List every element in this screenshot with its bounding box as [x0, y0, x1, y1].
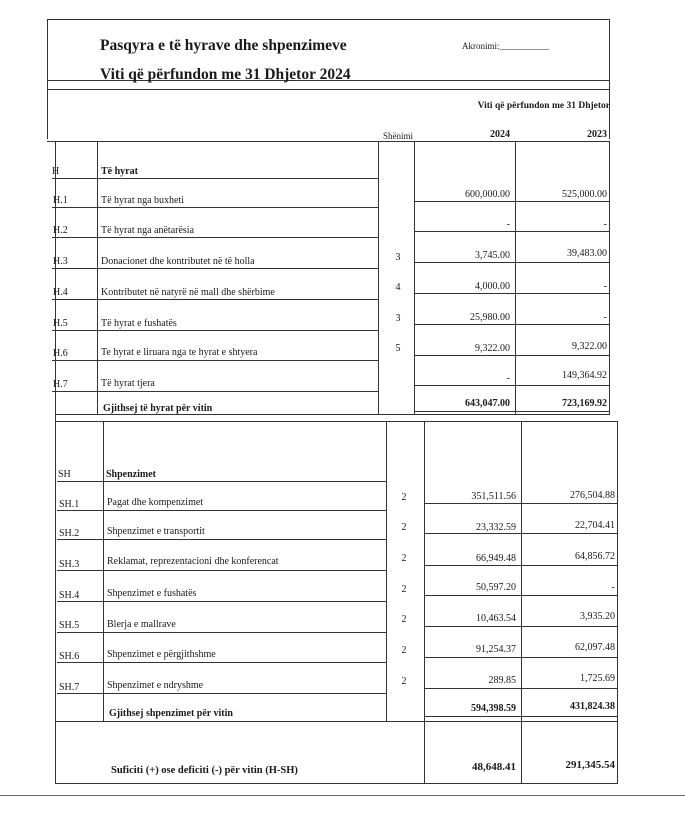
row-value-2024: 25,980.00: [470, 312, 510, 323]
row-value-2024: -: [506, 219, 510, 230]
row-note: 5: [395, 343, 401, 354]
value-column-divider-income: [515, 141, 516, 414]
income-total-2023: 723,169.92: [562, 398, 607, 409]
value-rule: [414, 385, 610, 386]
value-rule: [414, 324, 610, 325]
expenses-total-2023: 431,824.38: [570, 701, 615, 712]
row-rule: [57, 632, 386, 633]
row-value-2023: 149,364.92: [562, 370, 607, 381]
value-rule: [424, 533, 617, 534]
row-label: Te hyrat e liruara nga te hyrat e shtyera: [101, 347, 258, 358]
row-code: SH.3: [59, 559, 80, 570]
row-code: H.5: [53, 318, 68, 329]
row-label: Të hyrat e fushatës: [101, 318, 177, 329]
value-rule: [414, 231, 610, 232]
row-value-2023: 276,504.88: [570, 490, 615, 501]
row-rule: [57, 693, 386, 694]
row-code: H.3: [53, 256, 68, 267]
row-value-2024: 66,949.48: [476, 553, 516, 564]
value-rule: [414, 201, 610, 202]
row-note: 4: [395, 282, 401, 293]
row-value-2023: 22,704.41: [575, 520, 615, 531]
note-column-divider-expenses: [424, 421, 425, 784]
value-rule: [414, 355, 610, 356]
row-code: H.4: [53, 287, 68, 298]
row-label: Kontributet në natyrë në mall dhe shërbime: [101, 287, 275, 298]
row-value-2023: 1,725.69: [580, 673, 615, 684]
surplus-deficit-label: Suficiti (+) ose deficiti (-) për vitin (H-SH): [111, 765, 298, 776]
page-footer-rule: [0, 795, 685, 796]
income-code: H: [52, 166, 60, 177]
row-note: 2: [401, 676, 407, 687]
value-rule: [424, 626, 617, 627]
column-header-bottom-border: [47, 141, 610, 142]
row-rule: [52, 391, 378, 392]
code-column-divider-income: [97, 141, 98, 414]
value-rule: [414, 293, 610, 294]
expenses-heading: Shpenzimet: [106, 469, 156, 480]
row-code: H.7: [53, 379, 68, 390]
income-total-rule: [414, 411, 610, 412]
row-value-2024: 3,745.00: [475, 250, 510, 261]
table-right-border-expenses: [617, 421, 618, 784]
row-note: 2: [401, 522, 407, 533]
row-value-2023: -: [603, 219, 607, 230]
row-code: SH.7: [59, 682, 80, 693]
expenses-section-top-border: [55, 421, 618, 422]
row-rule: [57, 481, 386, 482]
row-value-2024: 289.85: [488, 675, 516, 686]
row-label: Të hyrat tjera: [101, 378, 155, 389]
note-column-header: Shënimi: [382, 131, 413, 141]
row-value-2023: -: [603, 281, 607, 292]
income-section-bottom-border: [55, 414, 610, 415]
row-rule: [52, 237, 378, 238]
note-column-divider-income: [414, 141, 415, 414]
code-column-divider-expenses: [103, 421, 104, 721]
column-header-top-border: [47, 89, 610, 90]
expenses-code: SH: [58, 469, 71, 480]
value-rule: [424, 595, 617, 596]
row-rule: [52, 299, 378, 300]
row-rule: [57, 601, 386, 602]
row-code: SH.5: [59, 620, 80, 631]
value-rule: [424, 657, 617, 658]
label-column-divider-income: [378, 141, 379, 414]
row-code: SH.4: [59, 590, 80, 601]
row-value-2024: 600,000.00: [465, 189, 510, 200]
statement-title: Pasqyra e të hyrave dhe shpenzimeve: [100, 37, 347, 54]
row-value-2023: -: [611, 582, 615, 593]
row-note: 2: [401, 584, 407, 595]
year-2023-header: 2023: [587, 129, 607, 140]
value-rule: [424, 688, 617, 689]
expenses-total-2024: 594,398.59: [471, 703, 516, 714]
surplus-deficit-2024: 48,648.41: [472, 761, 516, 773]
row-value-2023: 3,935.20: [580, 611, 615, 622]
expenses-total-rule: [424, 716, 617, 717]
label-column-divider-expenses: [386, 421, 387, 721]
row-rule: [57, 510, 386, 511]
income-total-label: Gjithsej të hyrat për vitin: [103, 403, 213, 414]
row-value-2023: 62,097.48: [575, 642, 615, 653]
row-value-2024: 9,322.00: [475, 343, 510, 354]
row-label: Reklamat, reprezentacioni dhe konferencat: [107, 556, 279, 567]
row-rule: [57, 570, 386, 571]
row-value-2024: 4,000.00: [475, 281, 510, 292]
row-rule: [52, 207, 378, 208]
row-label: Pagat dhe kompenzimet: [107, 497, 204, 508]
value-rule: [424, 565, 617, 566]
income-heading: Të hyrat: [101, 166, 138, 177]
year-2024-header: 2024: [490, 129, 510, 140]
row-value-2024: 50,597.20: [476, 582, 516, 593]
row-value-2023: -: [603, 312, 607, 323]
row-rule: [52, 360, 378, 361]
table-bottom-border: [55, 783, 618, 784]
row-rule: [52, 178, 378, 179]
row-note: 3: [395, 252, 401, 263]
row-label: Të hyrat nga anëtarësia: [101, 225, 195, 236]
row-code: SH.6: [59, 651, 80, 662]
row-label: Shpenzimet e ndryshme: [107, 680, 204, 691]
row-note: 2: [401, 614, 407, 625]
row-value-2024: 23,332.59: [476, 522, 516, 533]
row-rule: [57, 539, 386, 540]
value-rule: [424, 503, 617, 504]
period-label: Viti që përfundon me 31 Dhjetor: [477, 101, 610, 111]
header-left-border: [47, 19, 48, 139]
row-rule: [57, 662, 386, 663]
income-total-2024: 643,047.00: [465, 398, 510, 409]
row-value-2024: 91,254.37: [476, 644, 516, 655]
row-code: H.2: [53, 225, 68, 236]
statement-subtitle: Viti që përfundon me 31 Dhjetor 2024: [100, 66, 351, 83]
row-label: Shpenzimet e përgjithshme: [107, 649, 216, 660]
row-value-2024: 351,511.56: [471, 491, 516, 502]
value-rule: [414, 262, 610, 263]
row-rule: [52, 330, 378, 331]
row-label: Të hyrat nga buxheti: [101, 195, 185, 206]
row-note: 3: [395, 313, 401, 324]
header-top-border: [47, 19, 610, 20]
row-code: SH.1: [59, 499, 80, 510]
row-label: Blerja e mallrave: [107, 619, 176, 630]
table-right-border-income: [609, 141, 610, 414]
row-note: 2: [401, 492, 407, 503]
row-note: 2: [401, 553, 407, 564]
row-code: H.1: [53, 195, 68, 206]
row-code: SH.2: [59, 528, 80, 539]
row-note: 2: [401, 645, 407, 656]
row-label: Shpenzimet e transportit: [107, 526, 205, 537]
expenses-total-label: Gjithsej shpenzimet për vitin: [109, 708, 233, 719]
row-rule: [52, 268, 378, 269]
row-value-2023: 64,856.72: [575, 551, 615, 562]
value-column-divider-expenses: [521, 421, 522, 784]
row-label: Donacionet dhe kontributet në të holla: [101, 256, 255, 267]
row-value-2024: -: [506, 373, 510, 384]
akronimi-label: Akronimi:___________: [462, 41, 549, 51]
surplus-deficit-2023: 291,345.54: [565, 759, 615, 771]
row-label: Shpenzimet e fushatës: [107, 588, 197, 599]
row-value-2023: 39,483.00: [567, 248, 607, 259]
row-value-2023: 525,000.00: [562, 189, 607, 200]
row-code: H.6: [53, 348, 68, 359]
row-value-2024: 10,463.54: [476, 613, 516, 624]
row-value-2023: 9,322.00: [572, 341, 607, 352]
expenses-section-bottom-border: [55, 721, 618, 722]
header-right-border: [609, 19, 610, 139]
